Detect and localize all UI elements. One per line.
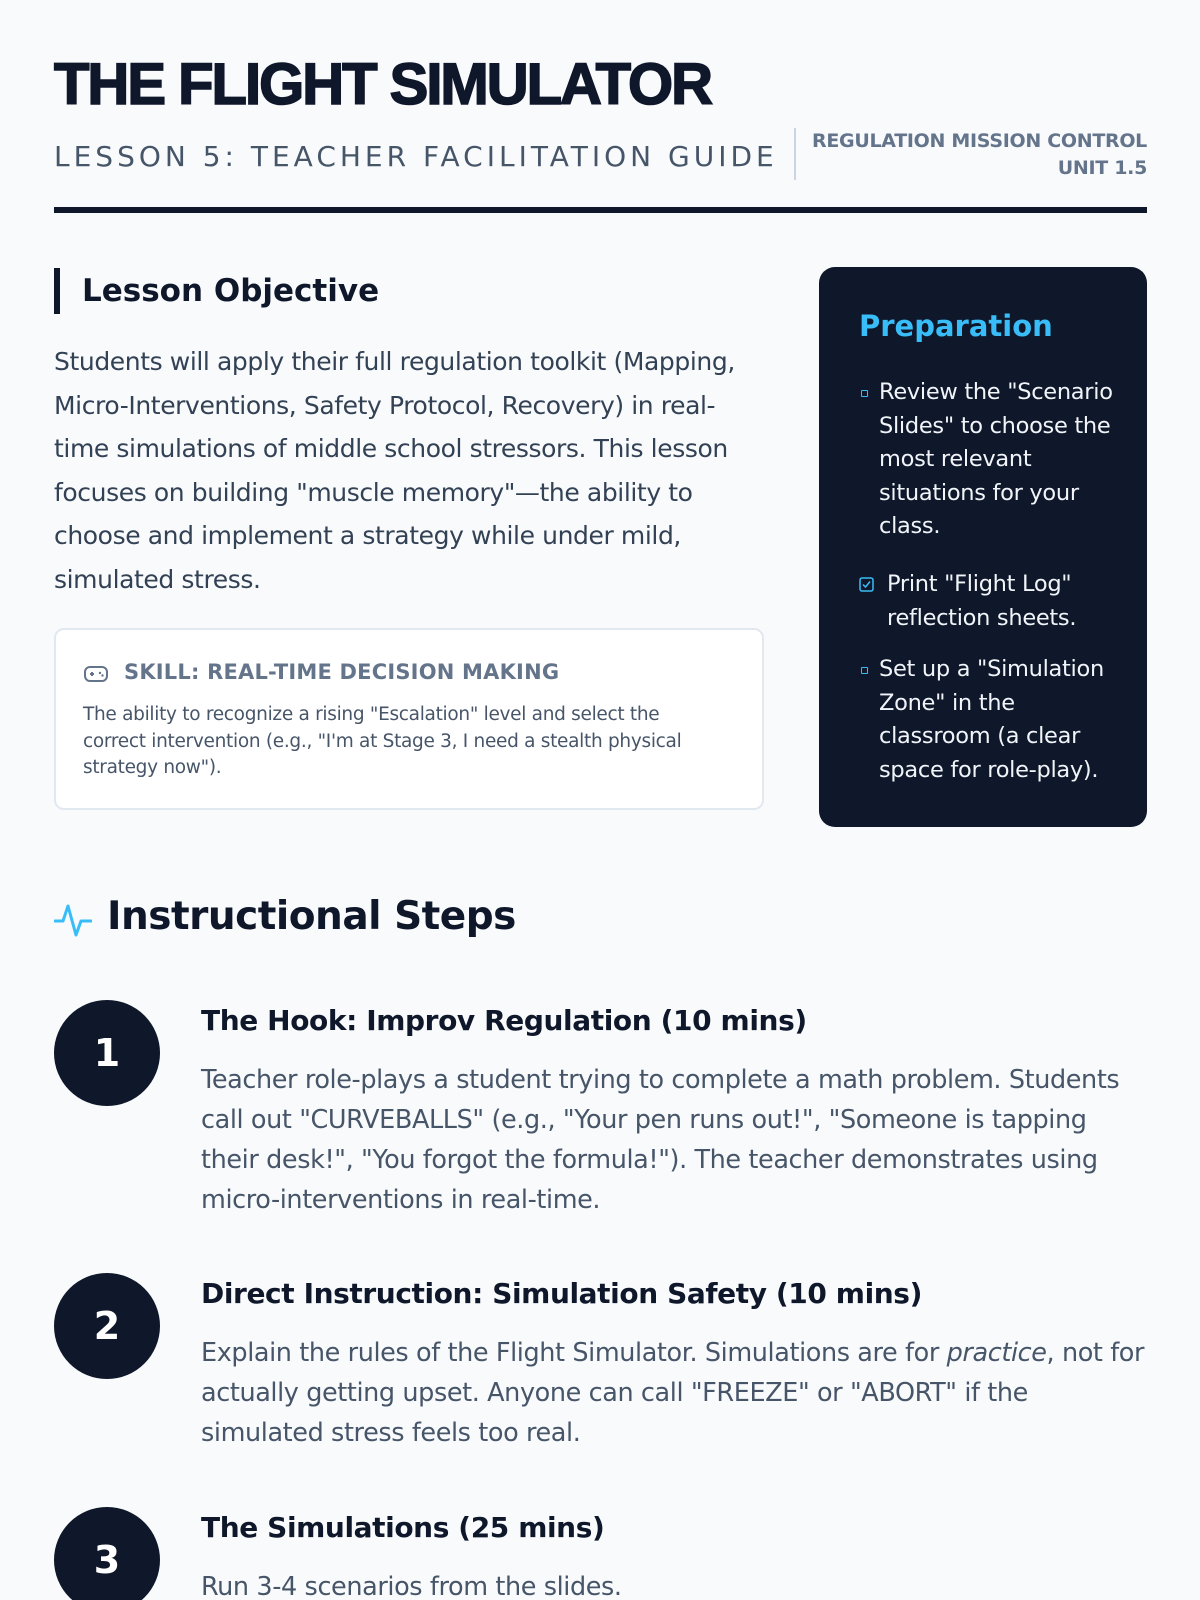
objective-heading: Lesson Objective: [54, 268, 379, 314]
skill-description: The ability to recognize a rising "Escalation" level and select the correct intervention (e.g., "I'm at Stage 3, I need a stealth physical strategy now").: [83, 704, 682, 778]
step-description-part: , not for actually getting upset. Anyone can call "FREEZE" or "ABORT" if the simulated stress feels too real.: [201, 1338, 1145, 1448]
step-description-part: Explain the rules of the Flight Simulator. Simulations are for: [201, 1338, 947, 1368]
square-bullet-icon: [861, 390, 868, 397]
step-number-badge: 1: [54, 1000, 160, 1106]
preparation-item-text: Review the "Scenario Slides" to choose the most relevant situations for your class.: [879, 379, 1113, 539]
gamepad-icon: [83, 663, 109, 685]
step-description-emphasis: practice: [946, 1338, 1047, 1368]
checkbox-icon: [859, 577, 874, 592]
preparation-item-text: Print "Flight Log" reflection sheets.: [887, 571, 1077, 631]
preparation-title: Preparation: [859, 309, 1053, 343]
step-description: Teacher role-plays a student trying to complete a math problem. Students call out "CURVEBALLS" (e.g., "Your pen runs out!", "Someone is tapping their desk!", "You forgot the formula!"). The teacher demonstrates using micro-interventions in real-time.: [201, 1065, 1120, 1215]
objective-text: Students will apply their full regulation toolkit (Mapping, Micro-Interventions, Safety Protocol, Recovery) in real-time simulations of middle school stressors. This lesson focuses on building "muscle memory"—the ability to choose and implement a strategy while under mild, simulated stress.: [54, 347, 735, 594]
mission-label: [812, 128, 1147, 182]
activity-pulse-icon: [54, 900, 92, 940]
step-description: Run 3-4 scenarios from the slides.: [201, 1572, 622, 1600]
page-subtitle: LESSON 5: TEACHER FACILITATION GUIDE: [54, 140, 778, 173]
unit-number: UNIT 1.5: [1057, 157, 1147, 179]
steps-heading: Instructional Steps: [107, 894, 516, 939]
skill-title: SKILL: REAL-TIME DECISION MAKING: [124, 660, 560, 684]
preparation-item-text: Set up a "Simulation Zone" in the classroom (a clear space for role-play).: [879, 656, 1104, 783]
lesson-page: [54, 0, 1147, 1600]
header-rule: [54, 207, 1147, 213]
mission-name: REGULATION MISSION CONTROL: [812, 130, 1147, 152]
header-divider: [794, 128, 796, 180]
skill-card: [54, 628, 764, 810]
step-description: [201, 1333, 1146, 1453]
preparation-card: [819, 267, 1147, 827]
page-title: THE FLIGHT SIMULATOR: [54, 52, 712, 117]
step-title: The Simulations (25 mins): [201, 1511, 605, 1544]
step-number-badge: 2: [54, 1273, 160, 1379]
square-bullet-icon: [861, 667, 868, 674]
step-title: The Hook: Improv Regulation (10 mins): [201, 1004, 807, 1037]
step-title: Direct Instruction: Simulation Safety (10 mins): [201, 1277, 922, 1310]
step-number-badge: 3: [54, 1507, 160, 1600]
